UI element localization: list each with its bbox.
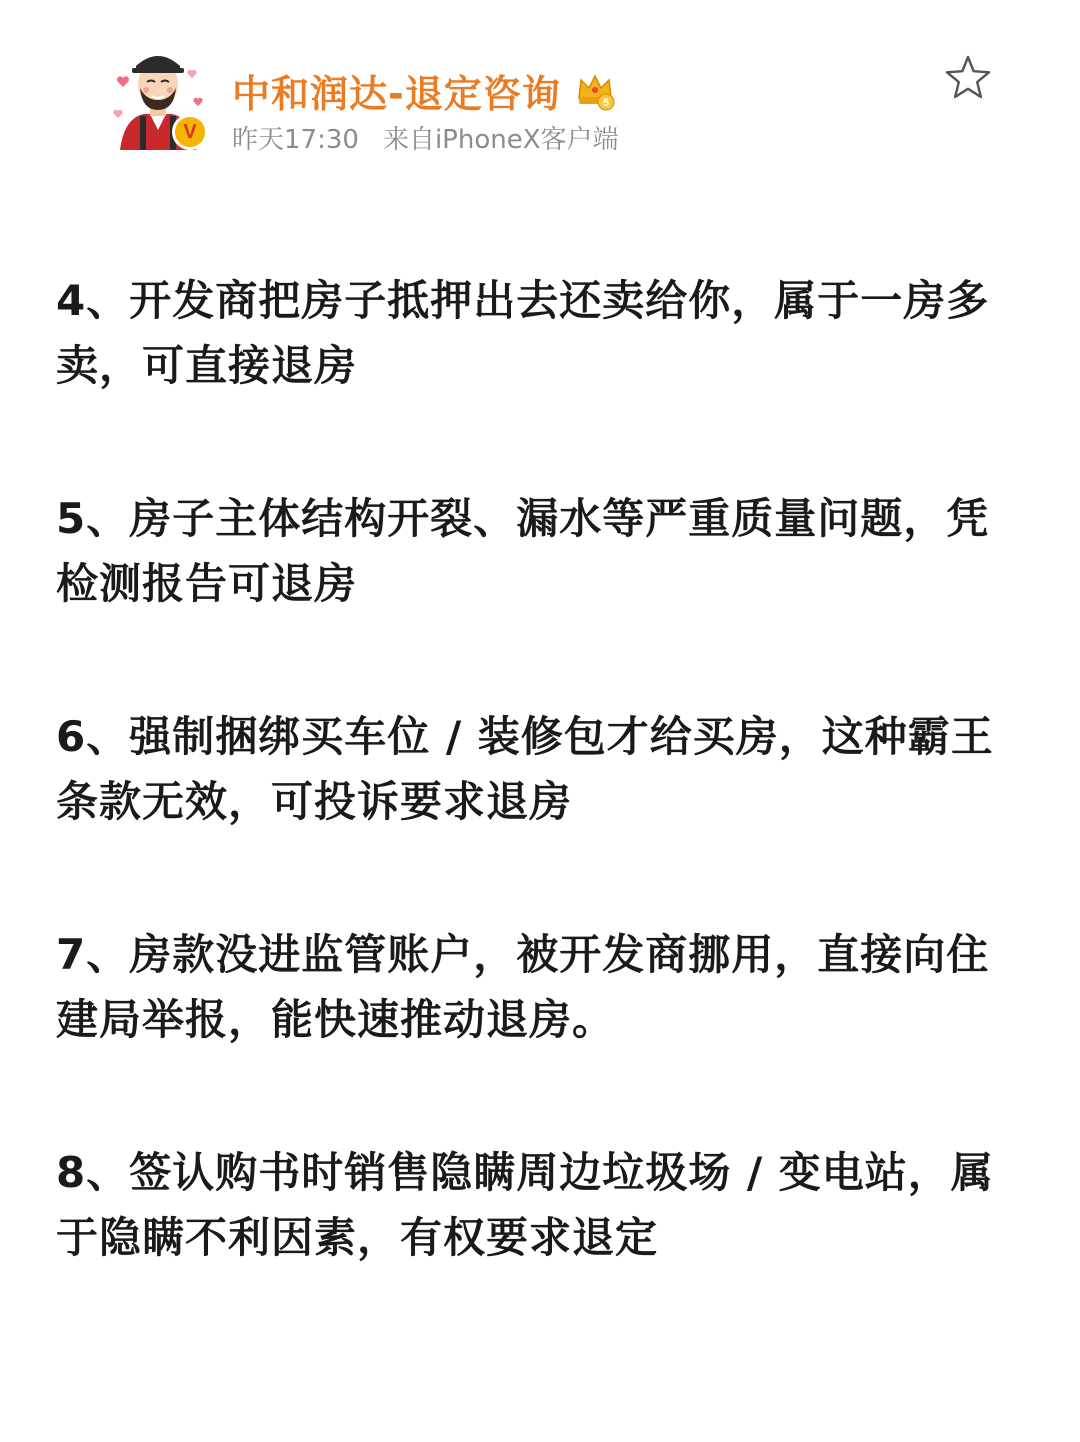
- list-item: 4、开发商把房子抵押出去还卖给你，属于一房多卖，可直接退房: [56, 276, 990, 390]
- verified-badge: [172, 114, 208, 150]
- avatar[interactable]: [110, 44, 206, 150]
- crown-icon: [575, 68, 615, 112]
- post-header: [0, 0, 1080, 200]
- level-badge-label: 5: [602, 97, 609, 109]
- post-body: [56, 268, 1024, 1358]
- list-item: 8、签认购书时销售隐瞒周边垃圾场 / 变电站，属于隐瞒不利因素，有权要求退定: [56, 1148, 994, 1262]
- author-name-row: [232, 62, 615, 118]
- post-meta: [232, 118, 619, 156]
- author-name[interactable]: 中和润达-退定咨询: [232, 71, 561, 116]
- post-source: 来自iPhoneX客户端: [382, 124, 619, 155]
- post-time: 昨天17:30: [232, 124, 359, 155]
- star-outline-icon[interactable]: [944, 54, 992, 100]
- list-item: 6、强制捆绑买车位 / 装修包才给买房，这种霸王条款无效，可投诉要求退房: [56, 712, 994, 826]
- list-item: 7、房款没进监管账户，被开发商挪用，直接向住建局举报，能快速推动退房。: [56, 930, 990, 1044]
- list-item: 5、房子主体结构开裂、漏水等严重质量问题，凭检测报告可退房: [56, 494, 990, 608]
- verified-badge-label: V: [183, 121, 197, 143]
